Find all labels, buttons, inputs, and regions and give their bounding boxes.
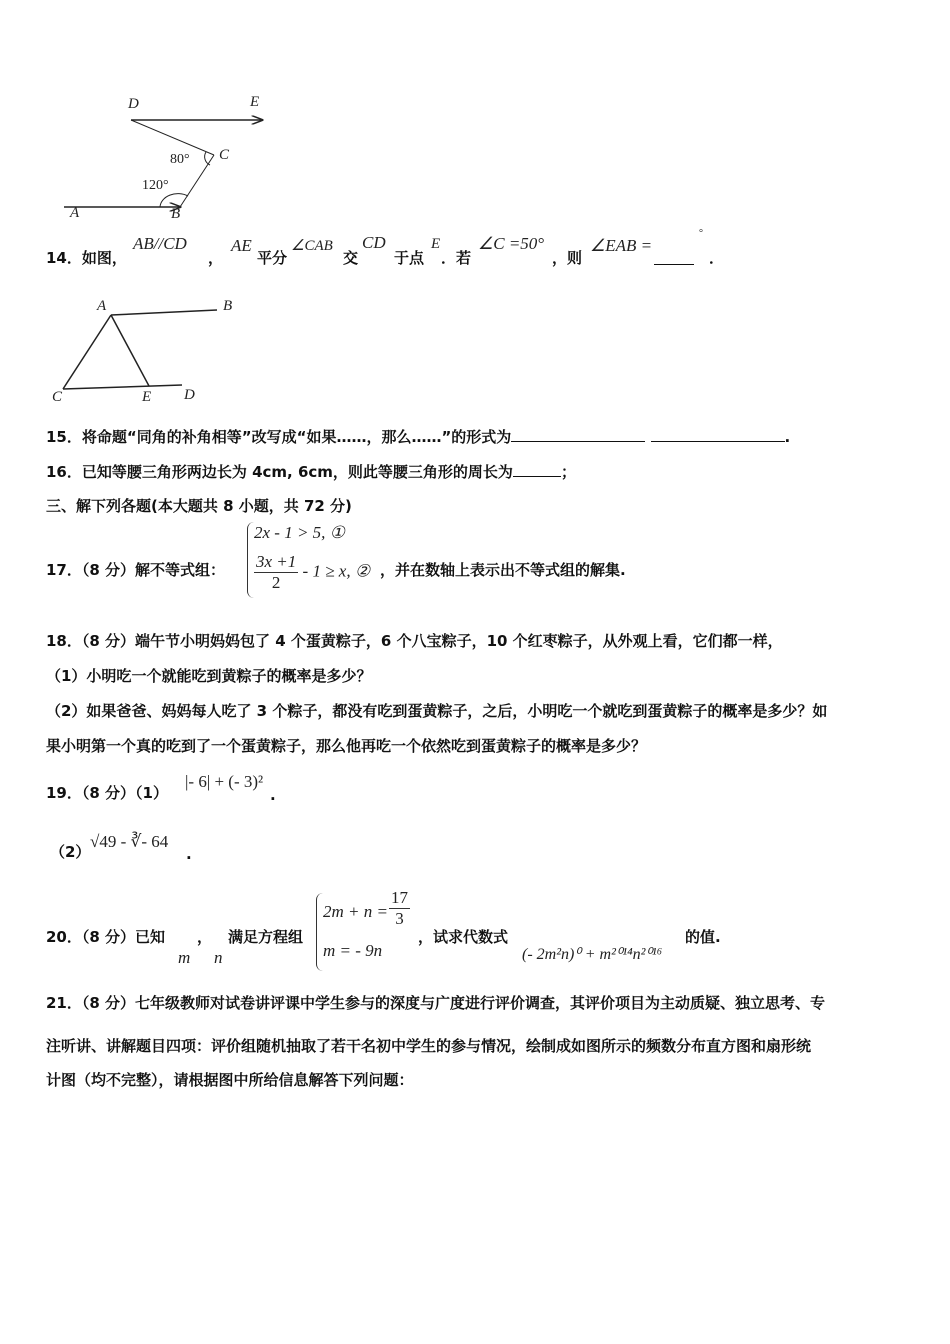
q14-text: 交	[343, 249, 359, 267]
q17-inequality-2	[254, 552, 370, 593]
q20-equation-2: m = - 9n	[323, 941, 383, 960]
q14-answer-blank	[654, 250, 694, 265]
label-b: B	[171, 206, 181, 222]
q14-number: 14．如图，	[46, 249, 127, 267]
label-e: E	[250, 94, 260, 110]
figure-triangle-diagram	[0, 280, 260, 420]
q21-line: 注听讲、讲解题目四项：评价组随机抽取了若干名初中学生的参与情况，绘制成如图所示的频数分布直方图和扇形统	[46, 1037, 812, 1055]
segment-ae	[111, 315, 149, 386]
q20-equation-1: 2m + n =	[323, 902, 388, 921]
segment-ac	[63, 315, 111, 389]
q16-text: 16．已知等腰三角形两边长为 4cm, 6cm，则此等腰三角形的周长为	[46, 463, 513, 481]
q14-math: AB//CD	[133, 234, 187, 253]
q17-prefix: 17．（8 分）解不等式组：	[46, 561, 226, 579]
q17-denominator: 2	[271, 573, 281, 592]
q20-comma: ，	[197, 928, 213, 946]
q14-math: ∠C =50°	[478, 234, 545, 253]
q17-numerator: 3x +1	[256, 552, 297, 571]
q14-math: ∠EAB =	[590, 236, 653, 255]
label-c: C	[219, 147, 230, 163]
q17-suffix: ，并在数轴上表示出不等式组的解集.	[380, 561, 626, 579]
label-a: A	[97, 298, 107, 314]
q14-math: AE	[231, 236, 252, 255]
angle-b-label: 120°	[142, 178, 169, 193]
q14-degree: °	[699, 228, 703, 239]
q15-text: 15．将命题“同角的补角相等”改写成“如果……，那么……”的形式为	[46, 428, 512, 446]
q20-numerator: 17	[391, 888, 408, 907]
label-d: D	[128, 96, 139, 112]
q20-text: ，试求代数式	[418, 928, 509, 946]
q14-text: ，则	[552, 249, 583, 267]
q14-math: ∠CAB	[291, 238, 333, 254]
q19-expression-1: |- 6| + (- 3)²	[185, 772, 264, 791]
q20-var-m: m	[178, 948, 191, 967]
q15-answer-blank-2	[651, 427, 785, 442]
figure-angles-diagram	[0, 0, 300, 230]
label-e: E	[142, 389, 152, 405]
q19-part2-label: （2）	[50, 843, 91, 861]
q18-line: （1）小明吃一个就能吃到黄粽子的概率是多少？	[46, 667, 372, 685]
q14-text: ，	[208, 249, 224, 267]
segment-dc	[131, 120, 214, 155]
label-b: B	[223, 298, 233, 314]
angle-c-label: 80°	[170, 152, 190, 167]
q20-text: 的值.	[685, 928, 721, 946]
segment-ab	[111, 310, 217, 315]
q18-line: 果小明第一个真的吃到了一个蛋黄粽子，那么他再吃一个依然吃到蛋黄粽子的概率是多少？	[46, 737, 647, 755]
question-16	[46, 462, 576, 482]
q16-answer-blank	[513, 462, 561, 477]
q20-brace	[316, 893, 323, 971]
q14-text: ．若	[441, 249, 472, 267]
q20-denominator: 3	[395, 909, 404, 928]
q16-end: ；	[560, 463, 576, 481]
q20-text: 满足方程组	[228, 928, 304, 946]
q15-end: .	[784, 428, 791, 446]
question-15	[46, 427, 790, 447]
q20-fraction	[389, 888, 410, 929]
q14-math: E	[431, 236, 441, 252]
q20-prefix: 20．（8 分）已知	[46, 928, 166, 946]
q17-inequality-2-rest: - 1 ≥ x, ②	[302, 561, 371, 581]
q19-end: .	[270, 786, 276, 804]
q18-line: （2）如果爸爸、妈妈每人吃了 3 个粽子，都没有吃到蛋黄粽子，之后，小明吃一个就吃到蛋黄粽子的概率是多少？如	[46, 702, 828, 720]
q19-end: .	[186, 845, 192, 863]
segment-cd	[63, 385, 182, 389]
label-c: C	[52, 389, 63, 405]
q14-text: 于点	[394, 249, 425, 267]
q19-expression-2: √49 - ∛- 64	[90, 832, 169, 851]
q17-brace	[247, 522, 254, 598]
q21-line: 计图（均不完整），请根据图中所给信息解答下列问题：	[46, 1071, 414, 1089]
q19-prefix: 19．（8 分）（1）	[46, 784, 168, 802]
q14-math: CD	[362, 233, 386, 252]
section-heading: 三、解下列各题(本大题共 8 小题，共 72 分)	[46, 497, 352, 515]
q15-answer-blank-1	[511, 427, 645, 442]
q20-expression: (- 2m²n)⁰ + m²⁰¹⁴n²⁰¹⁶	[522, 946, 663, 963]
q18-line: 18．（8 分）端午节小明妈妈包了 4 个蛋黄粽子，6 个八宝粽子，10 个红枣粽子，从外观上看，它们都一样，	[46, 632, 783, 650]
label-a: A	[70, 205, 80, 221]
q21-line: 21．（8 分）七年级教师对试卷讲评课中学生参与的深度与广度进行评价调查，其评价项目为主动质疑、独立思考、专	[46, 994, 826, 1012]
label-d: D	[184, 387, 195, 403]
q14-text: 平分	[257, 249, 288, 267]
q17-inequality-1: 2x - 1 > 5, ①	[254, 523, 345, 542]
q20-var-n: n	[214, 948, 223, 967]
q14-text: ．	[709, 249, 725, 267]
